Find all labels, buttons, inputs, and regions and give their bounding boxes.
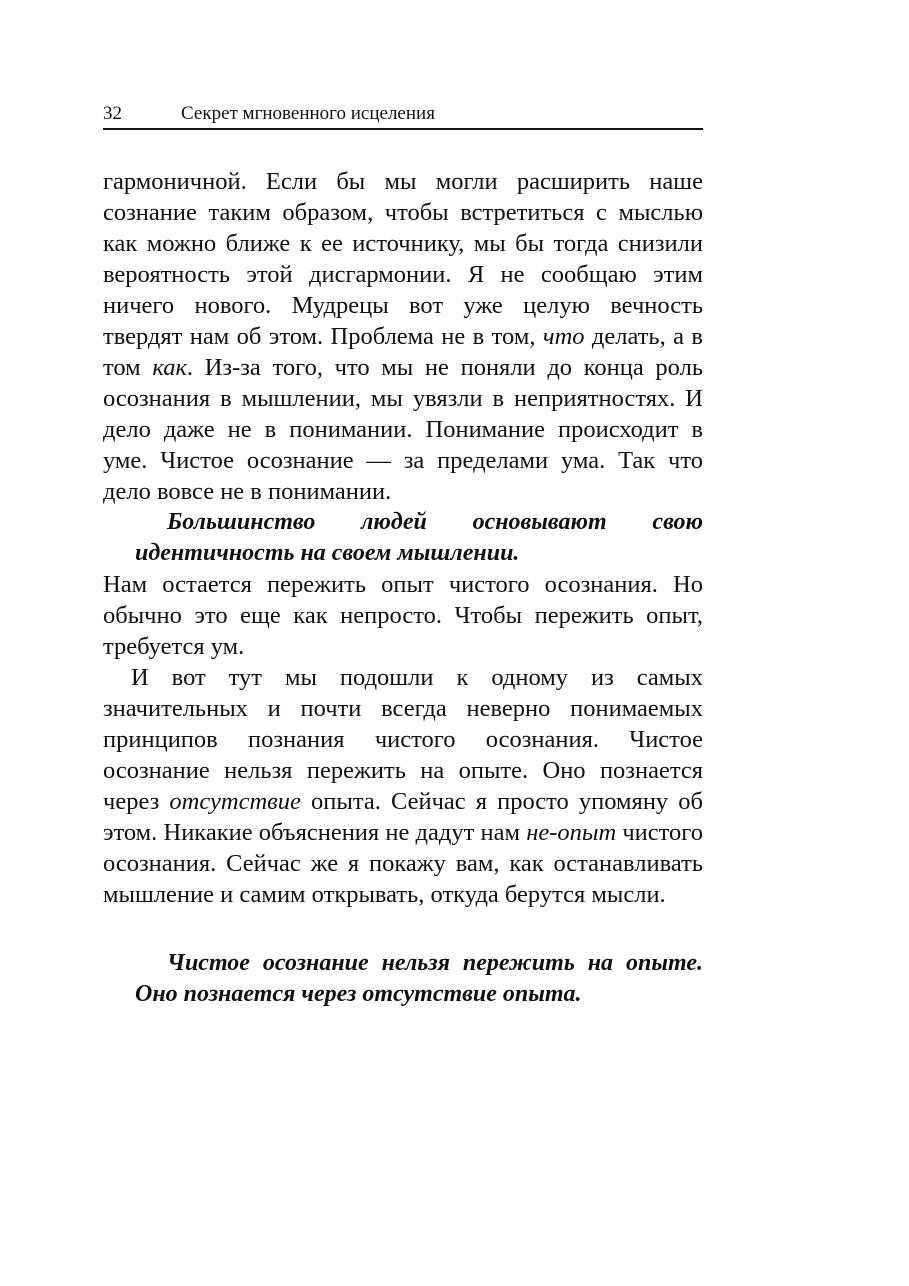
paragraph-1-emphasis-what: что [542, 323, 585, 350]
paragraph-1 [103, 166, 703, 507]
paragraph-3-text-end: чистого осознания. Сейчас же я покажу вам, как останавливать мышление и самим открывать, откуда берутся мысли. [103, 819, 703, 908]
running-header [103, 100, 703, 130]
running-title: Секрет мгновенного исцеления [181, 103, 435, 124]
book-page [103, 100, 703, 1010]
paragraph-1-text-mid: делать, а в том [103, 323, 703, 381]
paragraph-1-text: гармоничной. Если бы мы могли расширить наше сознание таким образом, чтобы встретиться с мыслью как можно ближе к ее источнику, мы бы тогда снизили вероятность этой дисгармонии. Я не сообщаю этим ничего нового. Мудрецы вот уже целую вечность твердят нам об этом. Проблема не в том, [103, 168, 703, 350]
paragraph-1-text-end: . Из-за того, что мы не поняли до конца роль осознания в мышлении, мы увязли в неприятностях. И дело даже не в понимании. Понимание происходит в уме. Чистое осознание — за пределами ума. Так что дело вовсе не в понимании. [103, 354, 704, 505]
paragraph-3-emphasis-absence: отсутствие [169, 788, 301, 815]
paragraph-2: Нам остается пережить опыт чистого осознания. Но обычно это еще как непросто. Чтобы пережить опыт, требуется ум. [103, 571, 703, 660]
body-text [103, 166, 703, 1010]
paragraph-3-text-mid: опыта. Сейчас я просто упомяну об этом. Никакие объяснения не дадут нам [103, 788, 703, 846]
pull-quote-pure-awareness: Чистое осознание нельзя пережить на опыте. Оно познается через отсутствие опыта. [135, 950, 703, 1007]
page-number: 32 [103, 103, 122, 124]
paragraph-3 [103, 662, 703, 910]
paragraph-1-emphasis-how: как [152, 354, 187, 381]
paragraph-3-emphasis-non-experience: не-опыт [526, 819, 617, 846]
paragraph-3-text: И вот тут мы подошли к одному из самых значительных и почти всегда неверно понимаемых принципов познания чистого осознания. Чистое осознание нельзя пережить на опыте. Оно познается через [103, 664, 703, 815]
pull-quote-identity: Большинство людей основывают свою идентичность на своем мышлении. [135, 509, 703, 566]
